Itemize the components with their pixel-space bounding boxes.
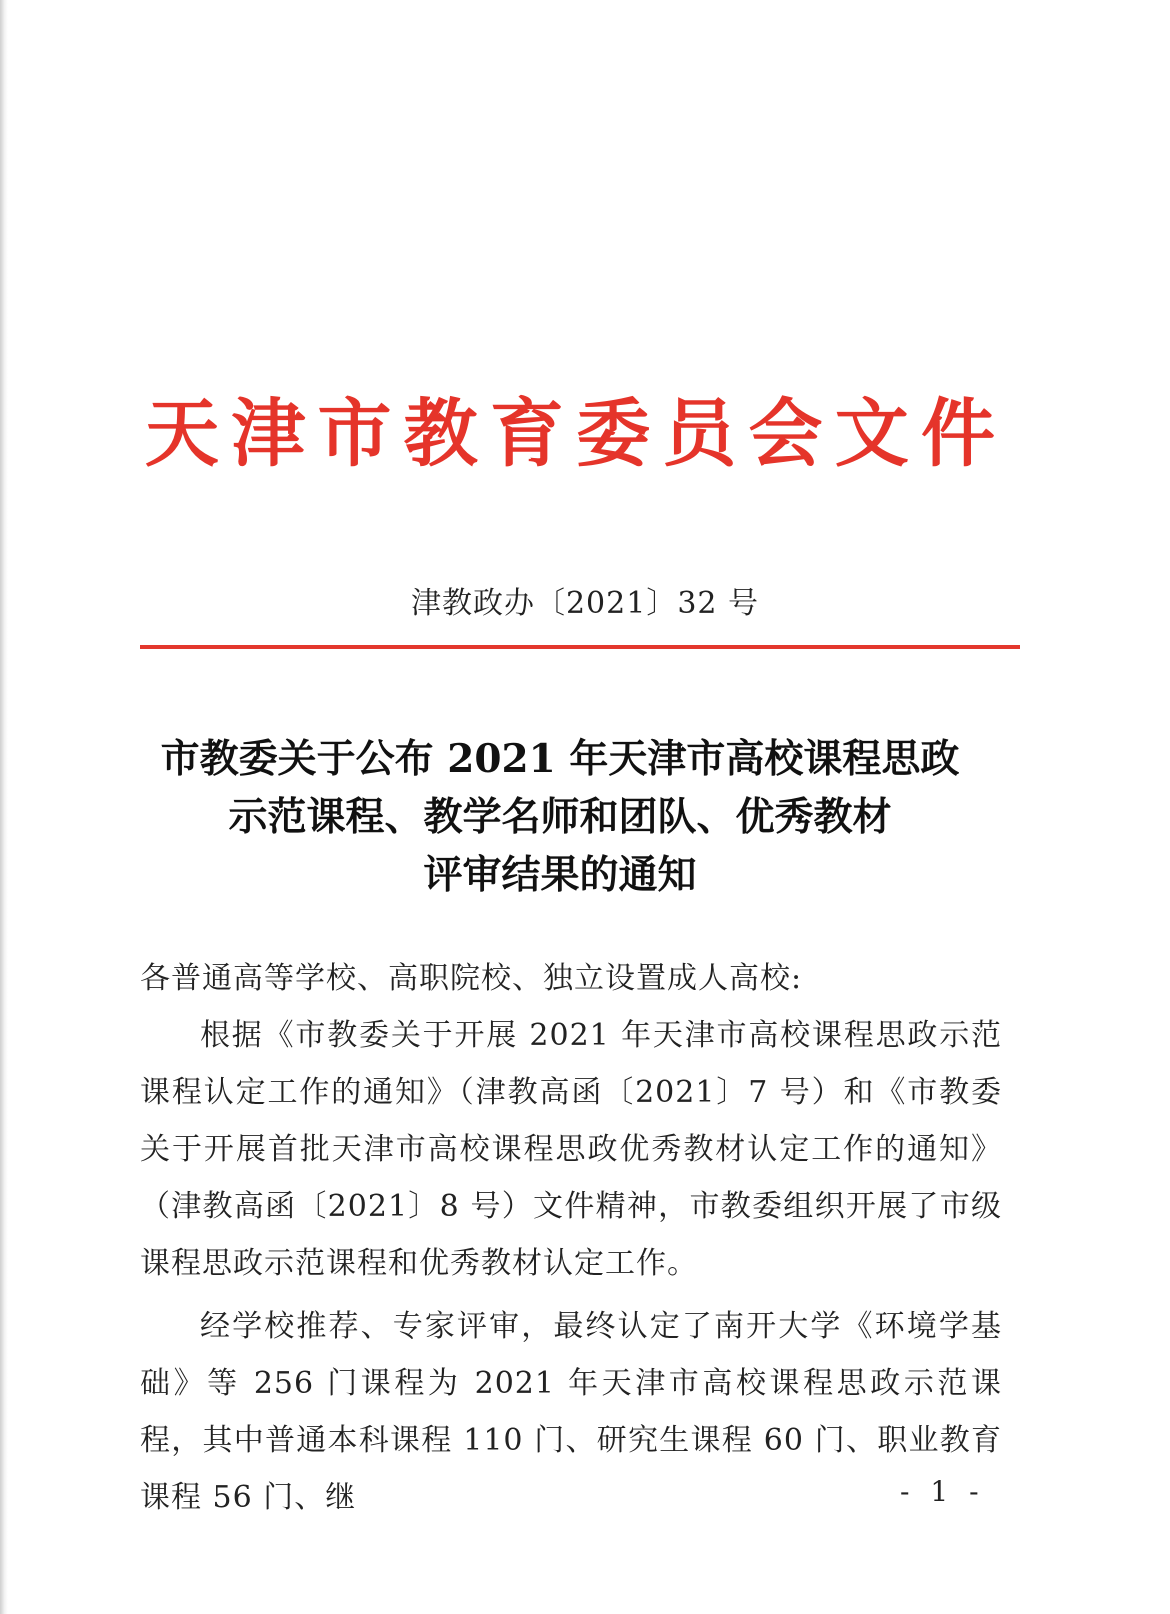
masthead-char: 会: [748, 391, 823, 477]
body-paragraph-1: 根据《市教委关于开展 2021 年天津市高校课程思政示范课程认定工作的通知》（津教高函〔2021〕7 号）和《市教委关于开展首批天津市高校课程思政优秀教材认定工作的通知》（津教高函〔2021〕8 号）文件精神，市教委组织开展了市级课程思政示范课程和优秀教材认定工作。: [140, 1018, 1002, 1281]
masthead-char: 教: [403, 391, 478, 477]
document-body: [140, 950, 1002, 1526]
masthead-char: 件: [920, 391, 995, 477]
document-number: 津教政办〔2021〕32 号: [410, 586, 760, 621]
title-line-2: 示范课程、教学名师和团队、优秀教材: [228, 794, 892, 840]
body-paragraph-2: 经学校推荐、专家评审，最终认定了南开大学《环境学基础》等 256 门课程为 2021 年天津市高校课程思政示范课程，其中普通本科课程 110 门、研究生课程 60 门、职业教育课程 56 门、继: [140, 1309, 1002, 1515]
masthead-char: 市: [317, 391, 392, 477]
masthead-char: 津: [231, 391, 306, 477]
masthead-char: 育: [489, 391, 564, 477]
masthead-char: 天: [145, 391, 219, 477]
title-line-1: 市教委关于公布 2021 年天津市高校课程思政: [160, 736, 960, 782]
issuer-masthead: [140, 388, 1000, 480]
salutation: 各普通高等学校、高职院校、独立设置成人高校:: [140, 961, 803, 996]
page-number: - 1 -: [900, 1475, 985, 1508]
document-title: [130, 730, 990, 904]
title-line-3: 评审结果的通知: [423, 852, 697, 898]
masthead-char: 员: [662, 391, 737, 477]
masthead-char: 委: [576, 391, 651, 477]
red-divider-line: [140, 645, 1020, 649]
scan-edge-shadow: [0, 0, 8, 1614]
masthead-char: 文: [834, 391, 909, 477]
